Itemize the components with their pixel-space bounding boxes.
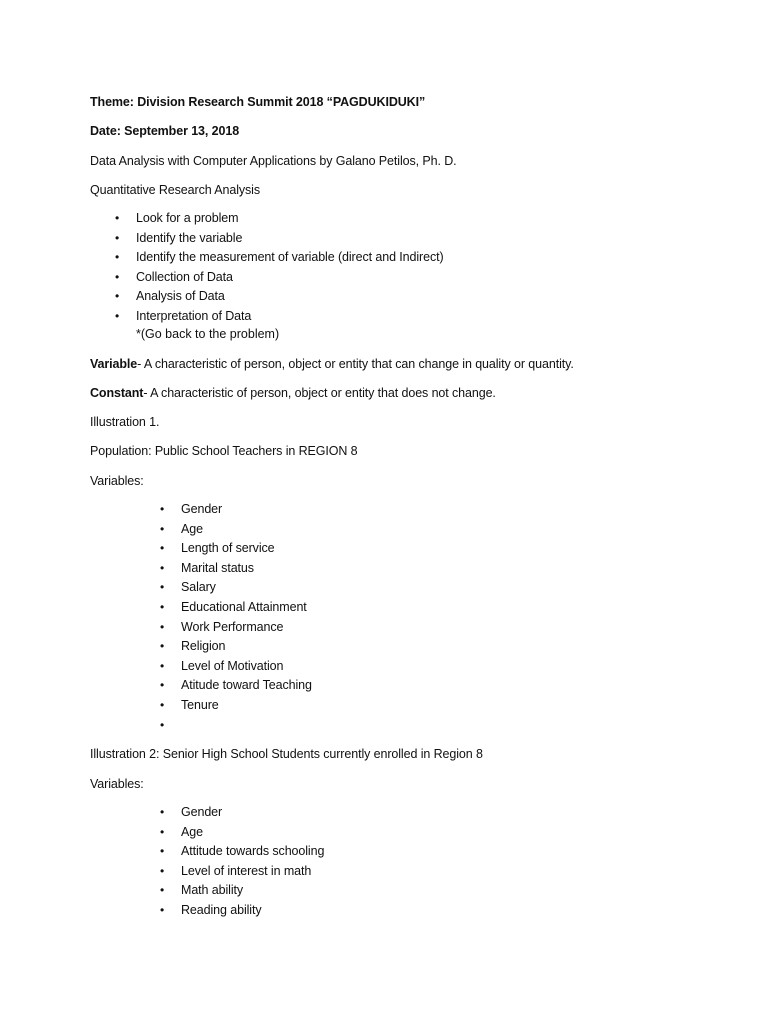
list-item: • Collection of Data [115, 269, 233, 284]
list-item: • Gender [160, 502, 223, 516]
steps-list [115, 210, 444, 328]
steps-note: *(Go back to the problem) [136, 327, 280, 341]
bullet-icon: • [160, 805, 165, 819]
list-item: • Religion [160, 639, 226, 654]
illustration2-title: Illustration 2: Senior High School Students currently enrolled in Region 8 [90, 747, 483, 761]
theme-heading: Theme: Division Research Summit 2018 “PAGDUKIDUKI” [90, 95, 426, 109]
variable-definition [90, 356, 574, 372]
bullet-icon: • [160, 824, 165, 839]
bullet-icon: • [160, 844, 165, 859]
illustration1-title: Illustration 1. [90, 415, 160, 429]
constant-term: Constant [90, 386, 144, 400]
list-item: • Look for a problem [115, 211, 239, 225]
constant-def: - A characteristic of person, object or entity that does not change. [143, 386, 496, 400]
bullet-icon: • [115, 289, 120, 304]
bullet-icon: • [115, 250, 120, 265]
bullet-icon: • [160, 883, 165, 898]
bullet-icon: • [160, 717, 165, 732]
subtitle-text: Data Analysis with Computer Applications by Galano Petilos, Ph. D. [90, 154, 457, 168]
list-item: • Atitude toward Teaching [160, 678, 312, 693]
bullet-icon: • [160, 502, 165, 516]
list-item: • Marital status [160, 560, 254, 575]
variables-list-2 [160, 804, 325, 922]
variables-label-2: Variables: [90, 777, 144, 791]
bullet-icon: • [160, 580, 165, 595]
bullet-icon: • [160, 658, 165, 673]
bullet-icon: • [115, 269, 120, 284]
bullet-icon: • [115, 230, 120, 245]
list-item: • Age [160, 521, 203, 536]
bullet-icon: • [160, 697, 165, 712]
list-item: • Length of service [160, 541, 275, 556]
bullet-icon: • [160, 639, 165, 654]
list-item: • Tenure [160, 697, 219, 712]
bullet-icon: • [160, 863, 165, 878]
bullet-icon: • [160, 560, 165, 575]
variables-label-1: Variables: [90, 474, 144, 488]
list-item: • Identify the measurement of variable (direct and Indirect) [115, 250, 444, 265]
list-item: • Age [160, 824, 203, 839]
constant-definition [90, 385, 496, 401]
list-item: • Level of Motivation [160, 658, 284, 673]
bullet-icon: • [160, 619, 165, 634]
list-item: • Reading ability [160, 902, 262, 917]
variable-def: - A characteristic of person, object or entity that can change in quality or quantity. [137, 357, 574, 371]
list-item: • Analysis of Data [115, 289, 225, 304]
bullet-icon: • [160, 599, 165, 614]
list-item [160, 717, 312, 737]
variable-term: Variable [90, 357, 138, 371]
list-item: • Educational Attainment [160, 599, 307, 614]
bullet-icon: • [115, 308, 120, 323]
list-item: • Math ability [160, 883, 244, 898]
date-heading: Date: September 13, 2018 [90, 124, 240, 138]
list-item: • Identify the variable [115, 230, 243, 245]
list-item: • Gender [160, 805, 223, 819]
bullet-icon: • [160, 541, 165, 556]
list-item: • Attitude towards schooling [160, 844, 325, 859]
list-item: • Interpretation of Data [115, 308, 252, 323]
bullet-icon: • [160, 678, 165, 693]
list-item: • Work Performance [160, 619, 284, 634]
bullet-icon: • [160, 902, 165, 917]
variables-list-1 [160, 501, 312, 736]
population1-text: Population: Public School Teachers in REGION 8 [90, 444, 358, 458]
bullet-icon: • [160, 521, 165, 536]
list-item: • Level of interest in math [160, 863, 312, 878]
bullet-icon: • [115, 211, 120, 225]
section-title: Quantitative Research Analysis [90, 183, 261, 197]
list-item: • Salary [160, 580, 216, 595]
